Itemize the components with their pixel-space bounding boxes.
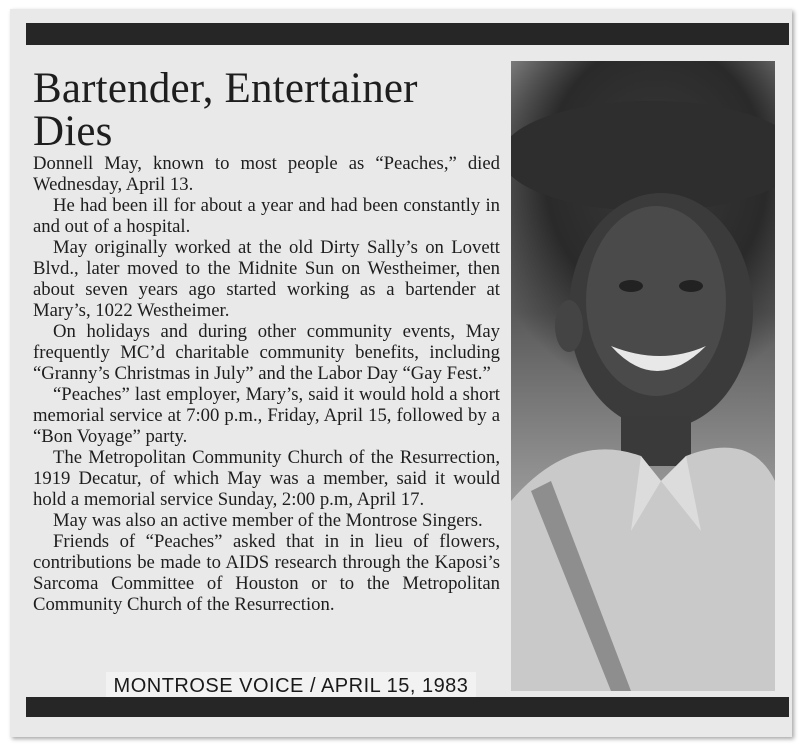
paragraph: Donnell May, known to most people as “Peaches,” died Wednesday, April 13. — [33, 153, 500, 195]
paragraph: Friends of “Peaches” asked that in in lieu of flowers, contributions be made to AIDS research through the Kaposi’s Sarcoma Committee of Houston or to the Metropolitan Community Church of the Resurrection. — [33, 531, 500, 615]
paragraph: May originally worked at the old Dirty Sally’s on Lovett Blvd., later moved to the Midnite Sun on Westheimer, then about seven years ago started working as a bartender at Mary’s, 1022 Westheimer. — [33, 237, 500, 321]
bottom-rule — [26, 697, 789, 717]
portrait-illustration — [511, 61, 775, 691]
headline: Bartender, Entertainer Dies — [33, 65, 418, 155]
paragraph: The Metropolitan Community Church of the Resurrection, 1919 Decatur, of which May was a member, said it would hold a memorial service Sunday, 2:00 p.m, April 17. — [33, 447, 500, 510]
paragraph: “Peaches” last employer, Mary’s, said it would hold a short memorial service at 7:00 p.m., Friday, April 15, followed by a “Bon Voyage” party. — [33, 384, 500, 447]
paragraph: He had been ill for about a year and had been constantly in and out of a hospital. — [33, 195, 500, 237]
top-rule — [26, 23, 789, 45]
paragraph: May was also an active member of the Montrose Singers. — [53, 510, 483, 531]
article-body — [33, 153, 500, 615]
newspaper-clipping — [10, 9, 792, 737]
paragraph: On holidays and during other community events, May frequently MC’d charitable community benefits, including “Granny’s Christmas in July” and the Labor Day “Gay Fest.” — [33, 321, 500, 384]
publication-credit: MONTROSE VOICE / APRIL 15, 1983 — [106, 672, 476, 700]
portrait-photo — [511, 61, 775, 691]
